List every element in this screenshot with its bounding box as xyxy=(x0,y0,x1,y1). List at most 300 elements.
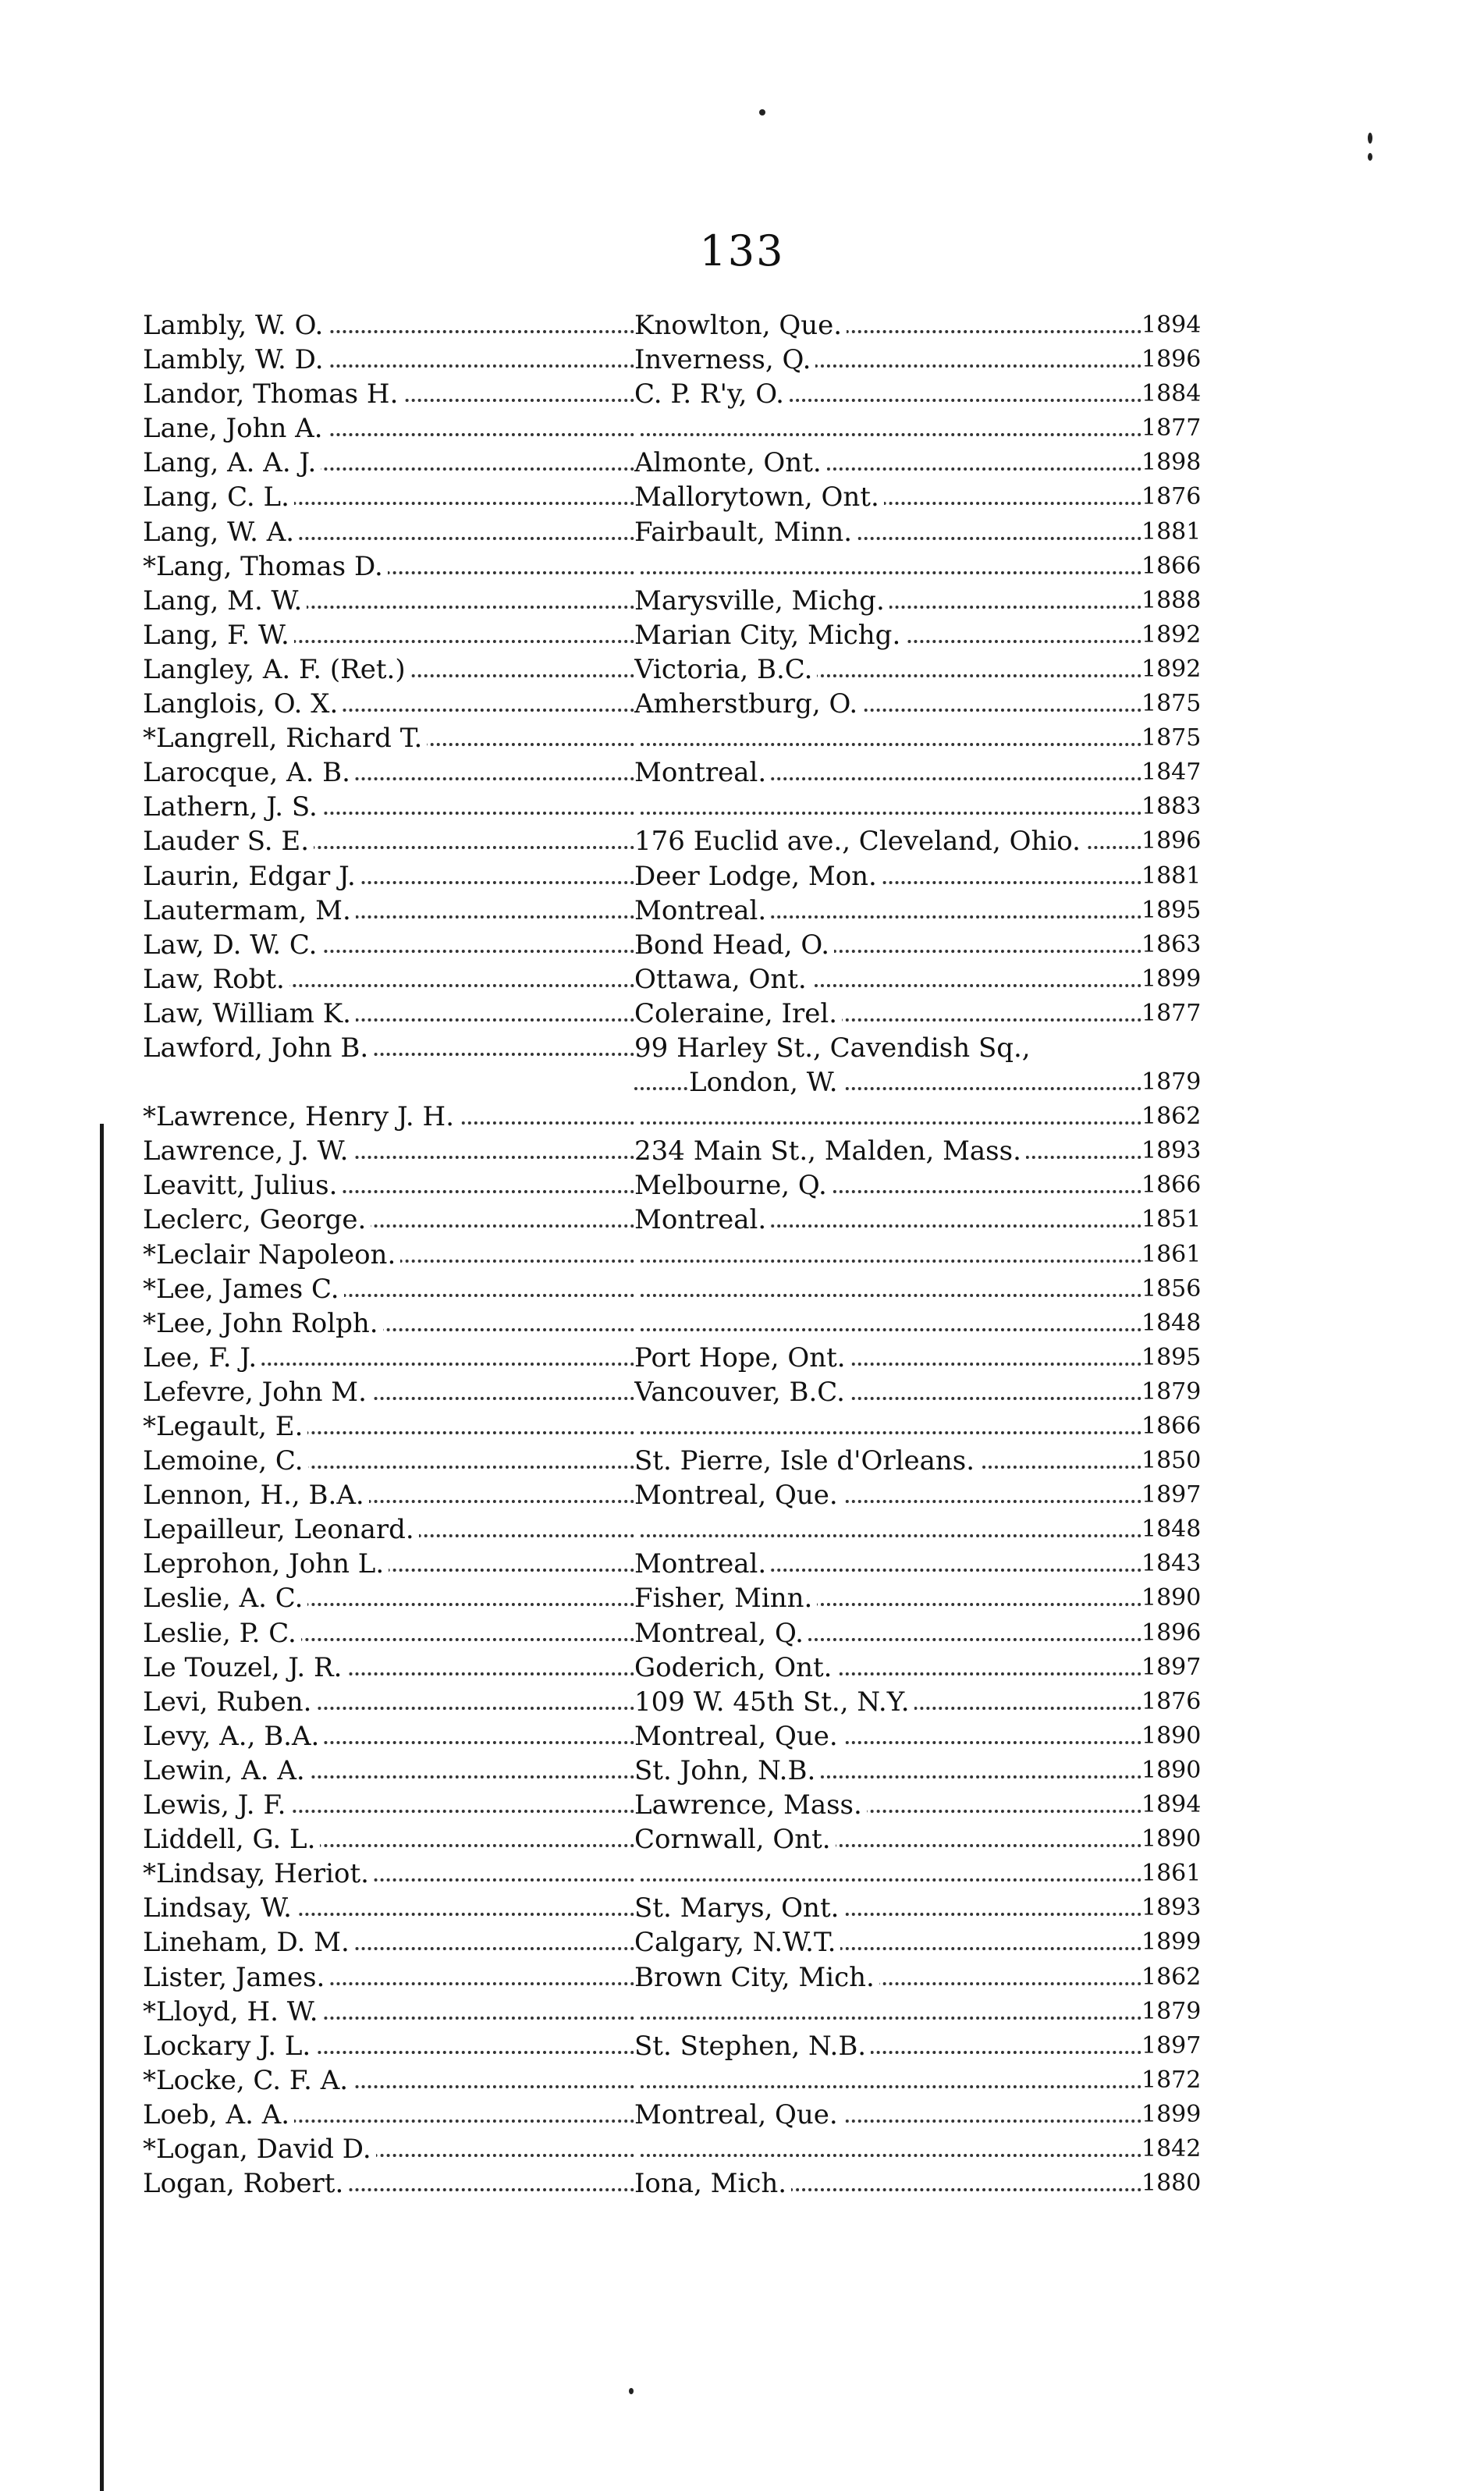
member-year: 1890 xyxy=(1141,1825,1202,1853)
member-year: 1892 xyxy=(1141,655,1202,683)
member-place-cell xyxy=(634,2029,1141,2063)
directory-list xyxy=(143,308,1202,2201)
directory-entry xyxy=(143,997,1202,1031)
member-place-cell xyxy=(634,2098,1141,2132)
member-place-cell xyxy=(634,997,1141,1031)
directory-entry xyxy=(143,1995,1202,2029)
member-place: Marysville, Michg. xyxy=(634,585,889,617)
member-place: Inverness, Q. xyxy=(634,344,815,375)
member-name-cell xyxy=(143,1822,634,1857)
member-name: *Lawrence, Henry J. H. xyxy=(143,1101,459,1132)
directory-entry xyxy=(143,1272,1202,1306)
member-place: Fairbault, Minn. xyxy=(634,517,857,548)
member-place-cell xyxy=(634,1925,1141,1960)
member-year: 1861 xyxy=(1141,1240,1202,1268)
member-year: 1877 xyxy=(1141,414,1202,442)
member-place-cell xyxy=(634,687,1141,721)
member-place-cell xyxy=(634,343,1141,377)
left-margin-rule xyxy=(100,1124,104,2491)
member-place-cell xyxy=(634,928,1141,962)
member-place: Vancouver, B.C. xyxy=(634,1377,850,1408)
ink-speck xyxy=(759,109,765,115)
dot-leader xyxy=(634,1260,1141,1263)
dot-leader xyxy=(634,571,1141,574)
member-name: *Lloyd, H. W. xyxy=(143,1996,323,2027)
member-name-cell xyxy=(143,1960,634,1995)
member-name: Le Touzel, J. R. xyxy=(143,1652,346,1683)
member-name: Lang, W. A. xyxy=(143,517,299,548)
dot-leader xyxy=(634,1431,1141,1434)
member-place: Montreal, Que. xyxy=(634,1480,843,1511)
member-place-cell xyxy=(634,308,1141,343)
member-name-cell xyxy=(143,1925,634,1960)
member-place xyxy=(634,2065,639,2096)
member-year: 1848 xyxy=(1141,1516,1202,1544)
member-place-cell xyxy=(634,1031,1141,1100)
directory-entry xyxy=(143,446,1202,480)
member-place xyxy=(634,1308,639,1339)
member-place xyxy=(634,2134,639,2165)
member-year: 1888 xyxy=(1141,586,1202,614)
member-year: 1866 xyxy=(1141,1171,1202,1199)
member-name-cell xyxy=(143,618,634,652)
dot-leader xyxy=(634,1878,1141,1882)
member-name-cell xyxy=(143,1306,634,1341)
directory-entry xyxy=(143,2132,1202,2166)
directory-entry xyxy=(143,1651,1202,1685)
member-year: 1893 xyxy=(1141,1894,1202,1922)
member-place-cell xyxy=(634,1960,1141,1995)
member-place: Fisher, Minn. xyxy=(634,1583,817,1614)
ink-speck xyxy=(1368,133,1372,144)
member-year: 1896 xyxy=(1141,827,1202,855)
directory-entry xyxy=(143,687,1202,721)
member-name: Law, William K. xyxy=(143,998,356,1029)
member-place xyxy=(634,1514,639,1545)
member-name-cell xyxy=(143,790,634,824)
member-name-cell xyxy=(143,1616,634,1651)
member-year: 1866 xyxy=(1141,1413,1202,1440)
member-name: Liddell, G. L. xyxy=(143,1824,320,1855)
member-place-cell xyxy=(634,824,1141,858)
member-name-cell xyxy=(143,1168,634,1203)
member-place: Ottawa, Ont. xyxy=(634,964,811,995)
member-name: Leslie, A. C. xyxy=(143,1583,307,1614)
member-name-cell xyxy=(143,584,634,618)
member-place xyxy=(634,551,639,582)
directory-entry xyxy=(143,377,1202,411)
member-place: Montreal. xyxy=(634,895,771,926)
member-place-cell xyxy=(634,1100,1141,1134)
directory-entry xyxy=(143,755,1202,790)
directory-entry xyxy=(143,824,1202,858)
member-place-cell xyxy=(634,1651,1141,1685)
member-place-cell xyxy=(634,1616,1141,1651)
member-name-cell xyxy=(143,1375,634,1409)
member-name-cell xyxy=(143,377,634,411)
member-name-cell xyxy=(143,1857,634,1891)
member-place: Cornwall, Ont. xyxy=(634,1824,836,1855)
member-year: 1881 xyxy=(1141,862,1202,890)
directory-entry xyxy=(143,1547,1202,1581)
directory-entry xyxy=(143,859,1202,894)
member-name-cell xyxy=(143,1719,634,1754)
member-place: Iona, Mich. xyxy=(634,2168,791,2199)
member-year: 1848 xyxy=(1141,1309,1202,1337)
member-name-cell xyxy=(143,687,634,721)
member-name: *Lee, John Rolph. xyxy=(143,1308,383,1339)
directory-entry xyxy=(143,515,1202,549)
member-year: 1861 xyxy=(1141,1860,1202,1888)
directory-entry xyxy=(143,1857,1202,1891)
member-year: 1842 xyxy=(1141,2134,1202,2162)
member-place-cell xyxy=(634,1306,1141,1341)
member-name-cell xyxy=(143,1581,634,1615)
directory-entry xyxy=(143,721,1202,755)
member-year: 1884 xyxy=(1141,380,1202,408)
member-place-cell xyxy=(634,1581,1141,1615)
member-name-cell xyxy=(143,480,634,514)
directory-entry xyxy=(143,1168,1202,1203)
member-place: Montreal, Que. xyxy=(634,2099,843,2130)
member-place: Montreal. xyxy=(634,757,771,788)
member-place xyxy=(634,413,639,444)
member-year: 1890 xyxy=(1141,1584,1202,1612)
directory-entry xyxy=(143,1341,1202,1375)
member-year: 1876 xyxy=(1141,1687,1202,1715)
member-place: Victoria, B.C. xyxy=(634,654,817,685)
member-place xyxy=(634,1858,639,1889)
member-place-cell xyxy=(634,1822,1141,1857)
member-year: 1866 xyxy=(1141,552,1202,580)
member-year: 1894 xyxy=(1141,311,1202,339)
member-year: 1899 xyxy=(1141,965,1202,993)
member-year: 1899 xyxy=(1141,1928,1202,1956)
member-year: 1898 xyxy=(1141,449,1202,477)
member-place: 109 W. 45th St., N.Y. xyxy=(634,1686,914,1718)
member-year: 1894 xyxy=(1141,1791,1202,1819)
member-name-cell xyxy=(143,1788,634,1822)
directory-entry xyxy=(143,962,1202,997)
member-place-cell xyxy=(634,411,1141,446)
member-place: Goderich, Ont. xyxy=(634,1652,836,1683)
member-name-cell xyxy=(143,2166,634,2201)
directory-entry xyxy=(143,1822,1202,1857)
directory-entry xyxy=(143,618,1202,652)
directory-entry xyxy=(143,1616,1202,1651)
member-name: *Lindsay, Heriot. xyxy=(143,1858,374,1889)
member-name: Lambly, W. O. xyxy=(143,310,328,341)
member-year: 1883 xyxy=(1141,793,1202,821)
member-place-cell xyxy=(634,1685,1141,1719)
member-place-cell xyxy=(634,1891,1141,1925)
member-place-cell xyxy=(634,1547,1141,1581)
member-place: C. P. R'y, O. xyxy=(634,378,789,410)
member-place: Montreal. xyxy=(634,1204,771,1235)
member-place-cell xyxy=(634,1375,1141,1409)
member-place-cell xyxy=(634,2166,1141,2201)
member-place xyxy=(634,723,639,754)
dot-leader xyxy=(634,743,1141,746)
directory-entry xyxy=(143,1444,1202,1478)
directory-entry xyxy=(143,1960,1202,1995)
member-name: Lefevre, John M. xyxy=(143,1377,371,1408)
member-name-cell xyxy=(143,1031,634,1065)
member-name-cell xyxy=(143,308,634,343)
member-name-cell xyxy=(143,1409,634,1444)
directory-entry xyxy=(143,1788,1202,1822)
member-name: Leslie, P. C. xyxy=(143,1618,301,1649)
member-name: Lewis, J. F. xyxy=(143,1789,290,1821)
directory-entry xyxy=(143,1203,1202,1237)
member-place: Marian City, Michg. xyxy=(634,620,905,651)
member-name: Lennon, H., B.A. xyxy=(143,1480,369,1511)
member-year: 1890 xyxy=(1141,1722,1202,1750)
member-name-cell xyxy=(143,343,634,377)
member-name-cell xyxy=(143,1341,634,1375)
member-name-cell xyxy=(143,1203,634,1237)
member-name-cell xyxy=(143,652,634,687)
ink-speck xyxy=(629,2388,634,2394)
member-place-cell xyxy=(634,377,1141,411)
member-name: Lathern, J. S. xyxy=(143,791,322,823)
member-place xyxy=(634,1101,639,1132)
member-name-cell xyxy=(143,549,634,584)
member-place-cell xyxy=(634,1341,1141,1375)
directory-entry xyxy=(143,2098,1202,2132)
member-place-cell xyxy=(634,618,1141,652)
member-year: 1843 xyxy=(1141,1550,1202,1578)
member-place: Calgary, N.W.T. xyxy=(634,1927,840,1958)
member-place xyxy=(634,1239,639,1270)
member-place: Montreal, Q. xyxy=(634,1618,808,1649)
member-name: Lane, John A. xyxy=(143,413,328,444)
member-place: Almonte, Ont. xyxy=(634,447,826,478)
member-name: *Logan, David D. xyxy=(143,2134,376,2165)
member-year: 1897 xyxy=(1141,1653,1202,1681)
directory-entry xyxy=(143,1375,1202,1409)
member-place-cell xyxy=(634,480,1141,514)
member-name: Lambly, W. D. xyxy=(143,344,328,375)
member-place-cell xyxy=(634,446,1141,480)
member-name: Laurin, Edgar J. xyxy=(143,861,360,892)
member-name: *Lee, James C. xyxy=(143,1274,344,1305)
member-year: 1896 xyxy=(1141,346,1202,374)
member-name: Lang, A. A. J. xyxy=(143,447,321,478)
member-name: Leclerc, George. xyxy=(143,1204,371,1235)
member-name-cell xyxy=(143,1272,634,1306)
directory-entry xyxy=(143,652,1202,687)
member-year: 1896 xyxy=(1141,1619,1202,1647)
directory-entry xyxy=(143,1031,1202,1100)
member-year: 1851 xyxy=(1141,1206,1202,1234)
directory-entry xyxy=(143,1238,1202,1272)
member-place: St. John, N.B. xyxy=(634,1755,820,1786)
member-place: Melbourne, Q. xyxy=(634,1170,832,1201)
member-name: *Legault, E. xyxy=(143,1411,307,1442)
member-year: 1881 xyxy=(1141,517,1202,545)
member-year: 1880 xyxy=(1141,2169,1202,2198)
member-name-cell xyxy=(143,2063,634,2098)
directory-entry xyxy=(143,2166,1202,2201)
member-place: Amherstburg, O. xyxy=(634,688,862,720)
directory-entry xyxy=(143,2063,1202,2098)
member-name: Lang, F. W. xyxy=(143,620,294,651)
member-year: 1879 xyxy=(1141,1068,1202,1096)
directory-entry xyxy=(143,411,1202,446)
member-name-cell xyxy=(143,1444,634,1478)
directory-entry xyxy=(143,584,1202,618)
member-place-cell xyxy=(634,1134,1141,1168)
member-name: Lautermam, M. xyxy=(143,895,356,926)
member-place: 99 Harley St., Cavendish Sq., xyxy=(634,1032,1035,1064)
member-place xyxy=(634,791,639,823)
member-place-cell xyxy=(634,894,1141,928)
ink-speck xyxy=(1368,153,1372,161)
member-year: 1895 xyxy=(1141,896,1202,924)
member-year: 1862 xyxy=(1141,1963,1202,1991)
member-place-cell xyxy=(634,515,1141,549)
member-name: Lawrence, J. W. xyxy=(143,1135,353,1167)
dot-leader xyxy=(634,1294,1141,1297)
directory-entry xyxy=(143,1719,1202,1754)
member-name: *Langrell, Richard T. xyxy=(143,723,427,754)
directory-entry xyxy=(143,1754,1202,1788)
member-name: Lang, C. L. xyxy=(143,481,294,513)
directory-entry xyxy=(143,343,1202,377)
member-place-cell xyxy=(634,584,1141,618)
member-year: 1877 xyxy=(1141,999,1202,1027)
member-name: Law, D. W. C. xyxy=(143,929,321,961)
directory-entry xyxy=(143,1478,1202,1512)
directory-entry xyxy=(143,790,1202,824)
member-year: 1895 xyxy=(1141,1343,1202,1371)
member-name-cell xyxy=(143,962,634,997)
member-place-continued: London, W. xyxy=(689,1067,843,1098)
member-place: Coleraine, Irel. xyxy=(634,998,842,1029)
directory-entry xyxy=(143,1100,1202,1134)
member-name: Lindsay, W. xyxy=(143,1892,296,1924)
member-year: 1899 xyxy=(1141,2100,1202,2128)
member-name: *Leclair Napoleon. xyxy=(143,1239,400,1270)
directory-entry xyxy=(143,1581,1202,1615)
member-place: St. Pierre, Isle d'Orleans. xyxy=(634,1445,979,1476)
member-place: Knowlton, Que. xyxy=(634,310,847,341)
member-name-cell xyxy=(143,1238,634,1272)
directory-entry xyxy=(143,928,1202,962)
member-year: 1863 xyxy=(1141,930,1202,958)
member-name-cell xyxy=(143,515,634,549)
member-name: Lang, M. W. xyxy=(143,585,307,617)
member-year: 1875 xyxy=(1141,724,1202,752)
directory-entry xyxy=(143,308,1202,343)
member-name-cell xyxy=(143,997,634,1031)
member-name-cell xyxy=(143,859,634,894)
member-name-cell xyxy=(143,411,634,446)
directory-entry xyxy=(143,2029,1202,2063)
member-name-cell xyxy=(143,2098,634,2132)
member-name: Leprohon, John L. xyxy=(143,1548,389,1580)
member-place-cell xyxy=(634,652,1141,687)
member-place-cell xyxy=(634,1512,1141,1547)
member-name: Law, Robt. xyxy=(143,964,289,995)
member-place: Montreal. xyxy=(634,1548,771,1580)
member-place: 234 Main St., Malden, Mass. xyxy=(634,1135,1026,1167)
member-place-cell xyxy=(634,1754,1141,1788)
member-place: St. Stephen, N.B. xyxy=(634,2031,871,2062)
member-year: 1897 xyxy=(1141,1481,1202,1509)
directory-entry xyxy=(143,1685,1202,1719)
member-year: 1847 xyxy=(1141,759,1202,787)
directory-entry xyxy=(143,894,1202,928)
member-name-cell xyxy=(143,1995,634,2029)
member-name: Lewin, A. A. xyxy=(143,1755,310,1786)
member-place: 176 Euclid ave., Cleveland, Ohio. xyxy=(634,826,1085,857)
directory-entry xyxy=(143,1512,1202,1547)
member-place-cell xyxy=(634,1444,1141,1478)
member-name-cell xyxy=(143,1512,634,1547)
member-name-cell xyxy=(143,446,634,480)
member-place-cell xyxy=(634,1857,1141,1891)
member-year: 1879 xyxy=(1141,1377,1202,1405)
member-name-cell xyxy=(143,1685,634,1719)
member-place-cell xyxy=(634,1238,1141,1272)
member-name: Leavitt, Julius. xyxy=(143,1170,342,1201)
member-name: Lepailleur, Leonard. xyxy=(143,1514,419,1545)
member-place: Lawrence, Mass. xyxy=(634,1789,867,1821)
member-place-cell xyxy=(634,1272,1141,1306)
member-name: Lauder S. E. xyxy=(143,826,314,857)
member-year: 1897 xyxy=(1141,2031,1202,2059)
member-name: Lockary J. L. xyxy=(143,2031,315,2062)
member-year: 1890 xyxy=(1141,1756,1202,1784)
member-place: Deer Lodge, Mon. xyxy=(634,861,882,892)
directory-entry xyxy=(143,1134,1202,1168)
member-year: 1876 xyxy=(1141,483,1202,511)
member-place-cell xyxy=(634,962,1141,997)
member-place-cell xyxy=(634,2063,1141,2098)
member-place: Port Hope, Ont. xyxy=(634,1342,850,1373)
member-year: 1872 xyxy=(1141,2066,1202,2094)
member-name: Levy, A., B.A. xyxy=(143,1721,324,1752)
member-place: St. Marys, Ont. xyxy=(634,1892,843,1924)
member-place xyxy=(634,1996,639,2027)
member-place-cell xyxy=(634,721,1141,755)
directory-entry xyxy=(143,480,1202,514)
member-place-cell xyxy=(634,755,1141,790)
dot-leader xyxy=(634,1121,1141,1125)
member-place xyxy=(634,1411,639,1442)
member-name-cell xyxy=(143,1100,634,1134)
member-name-cell xyxy=(143,928,634,962)
member-name: Lee, F. J. xyxy=(143,1342,261,1373)
directory-entry xyxy=(143,1409,1202,1444)
directory-entry xyxy=(143,1925,1202,1960)
dot-leader xyxy=(634,812,1141,815)
dot-leader xyxy=(634,433,1141,436)
member-year: 1856 xyxy=(1141,1274,1202,1302)
member-place: Montreal, Que. xyxy=(634,1721,843,1752)
member-place-cell xyxy=(634,790,1141,824)
member-name-cell xyxy=(143,1651,634,1685)
page-number: 133 xyxy=(699,226,785,275)
member-year: 1862 xyxy=(1141,1103,1202,1131)
member-place-cell xyxy=(634,1995,1141,2029)
dot-leader xyxy=(634,2017,1141,2020)
member-name: *Lang, Thomas D. xyxy=(143,551,388,582)
member-place-cell xyxy=(634,1788,1141,1822)
member-year: 1892 xyxy=(1141,620,1202,649)
